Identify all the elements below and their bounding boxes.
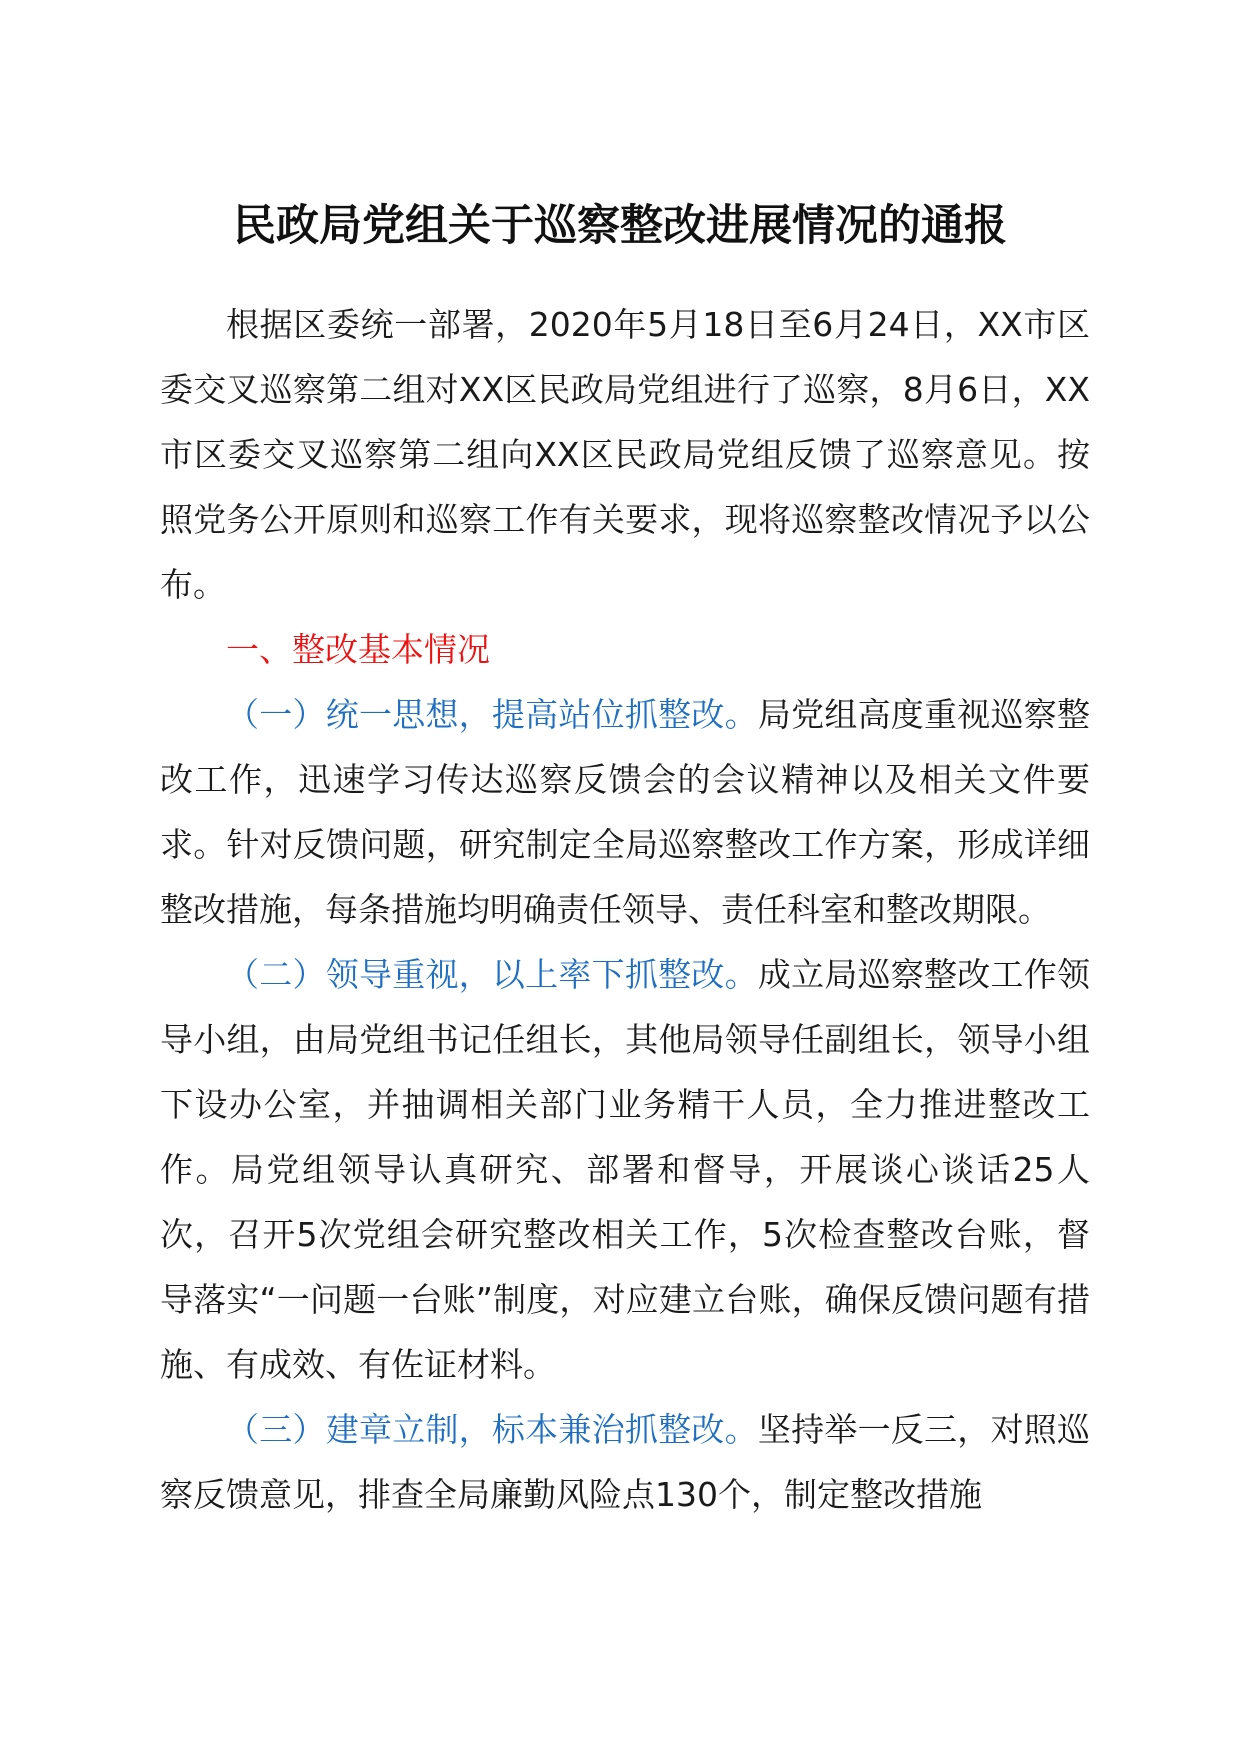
document-body [160,292,1090,1527]
item-lead-3: （三）建章立制，标本兼治抓整改。 [226,1410,758,1449]
intro-paragraph: 根据区委统一部署，2020年5月18日至6月24日，XX市区委交叉巡察第二组对XX区民政局党组进行了巡察，8月6日，XX市区委交叉巡察第二组向XX区民政局党组反馈了巡察意见。按照党务公开原则和巡察工作有关要求，现将巡察整改情况予以公布。 [160,305,1090,604]
item-text-3: 坚持举一反三，对照巡察反馈意见，排查全局廉勤风险点130个，制定整改措施 [160,1410,1091,1514]
item-text-1: 局党组高度重视巡察整改工作，迅速学习传达巡察反馈会的会议精神以及相关文件要求。针对反馈问题，研究制定全局巡察整改工作方案，形成详细整改措施，每条措施均明确责任领导、责任科室和整改期限。 [160,695,1091,929]
item-lead-1: （一）统一思想，提高站位抓整改。 [226,695,758,734]
section-heading: 一、整改基本情况 [226,630,490,669]
item-lead-2: （二）领导重视，以上率下抓整改。 [226,955,758,994]
item-text-2: 成立局巡察整改工作领导小组，由局党组书记任组长，其他局领导任副组长，领导小组下设办公室，并抽调相关部门业务精干人员，全力推进整改工作。局党组领导认真研究、部署和督导，开展谈心谈话25人次，召开5次党组会研究整改相关工作，5次检查整改台账，督导落实“一问题一台账”制度，对应建立台账，确保反馈问题有措施、有成效、有佐证材料。 [160,955,1091,1384]
document-title: 民政局党组关于巡察整改进展情况的通报 [233,201,1007,251]
item-paragraph-3 [160,1397,1090,1527]
item-paragraph-1 [160,682,1090,942]
item-paragraph-2 [160,942,1090,1397]
